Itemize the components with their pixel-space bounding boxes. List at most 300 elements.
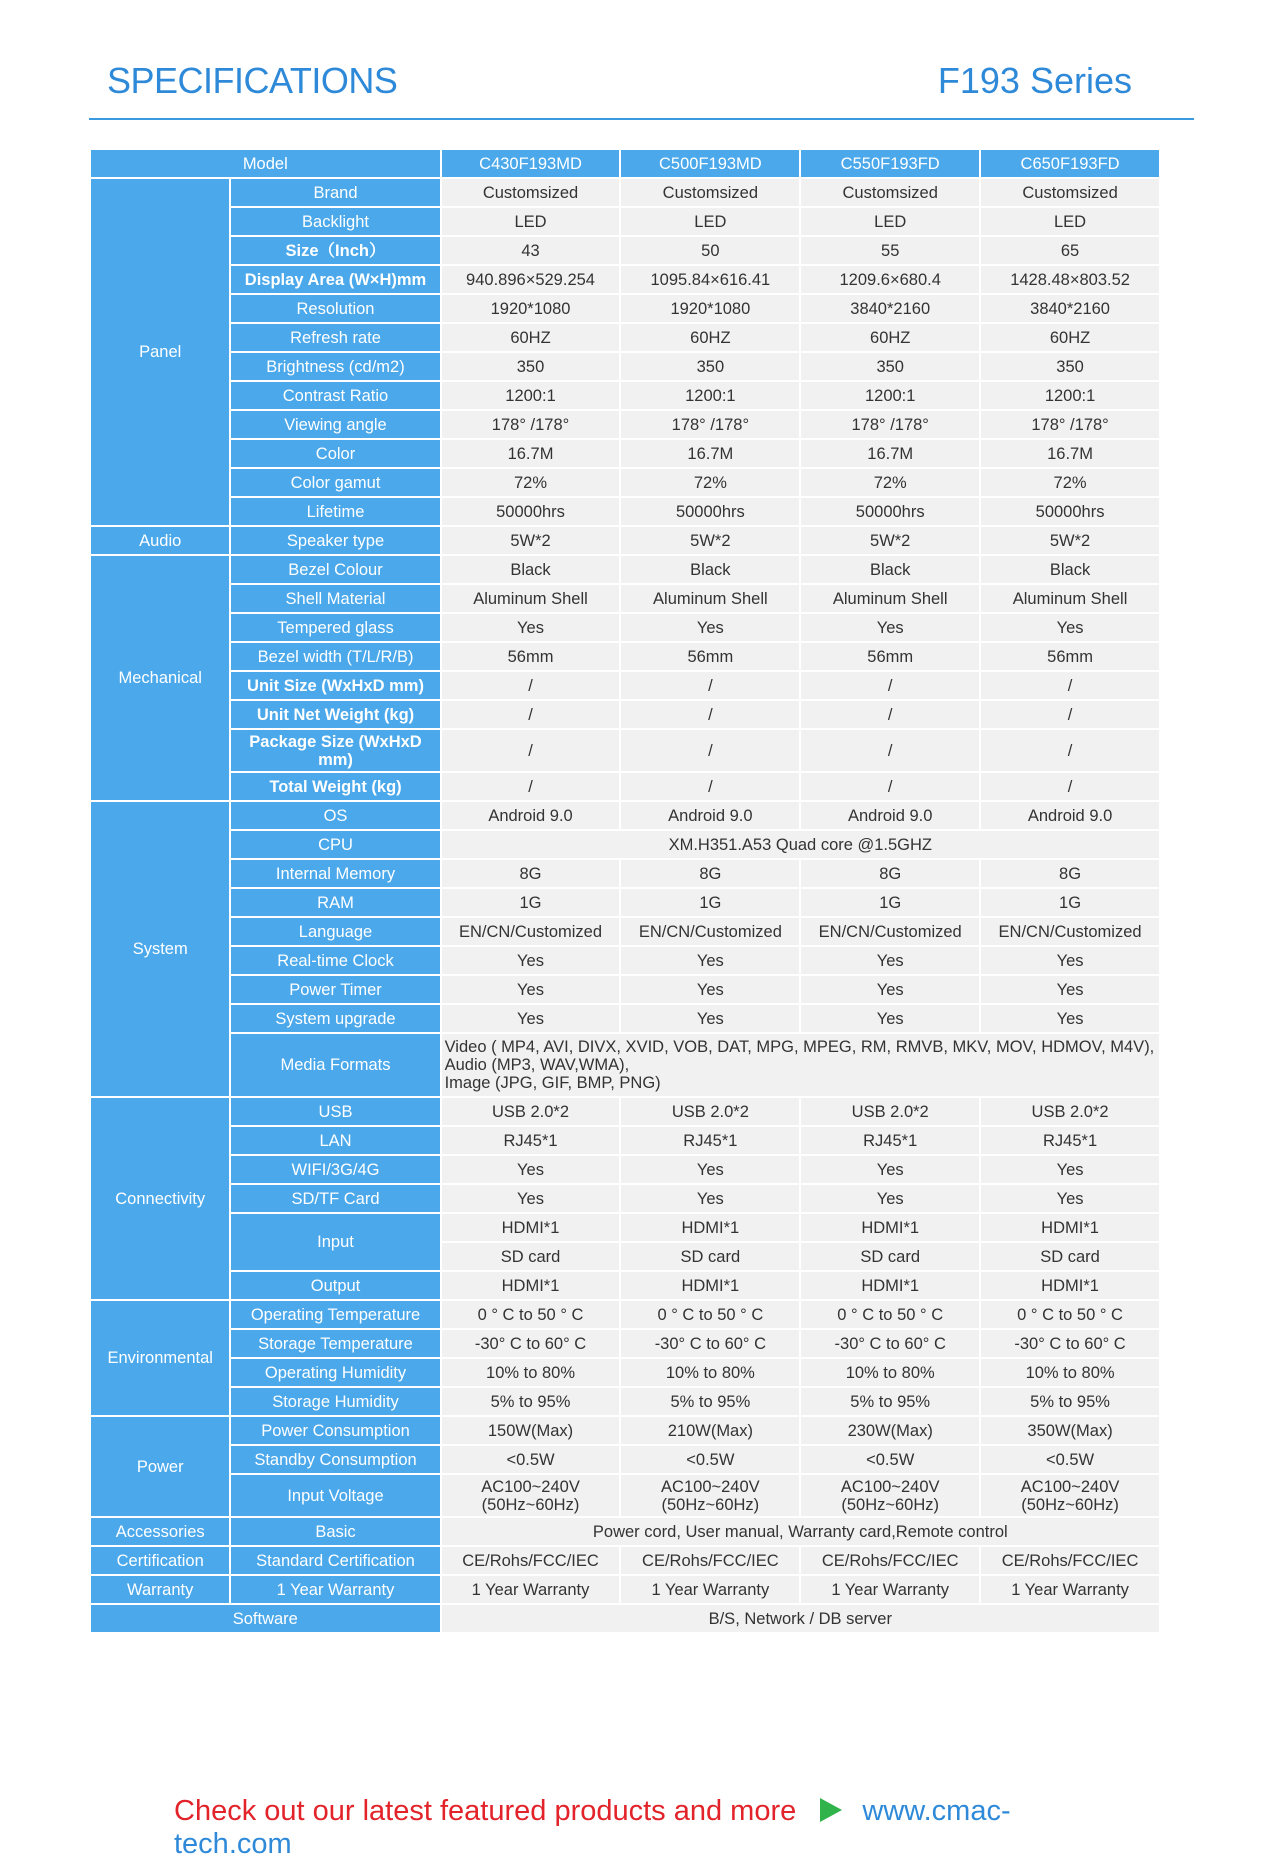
table-row <box>91 150 1159 177</box>
value-cell: Customsized <box>621 179 799 206</box>
group-cell-panel: Panel <box>91 179 229 525</box>
table-row <box>91 1576 1159 1603</box>
value-cell: EN/CN/Customized <box>981 918 1159 945</box>
value-cell: 940.896×529.254 <box>442 266 620 293</box>
value-cell: 60HZ <box>442 324 620 351</box>
model-name-cell: C550F193FD <box>801 150 979 177</box>
value-cell: / <box>981 730 1159 771</box>
table-row <box>91 860 1159 887</box>
value-cell: Aluminum Shell <box>442 585 620 612</box>
label-cell: Refresh rate <box>231 324 439 351</box>
voltage-line: AC100~240V <box>661 1477 760 1496</box>
table-row <box>91 237 1159 264</box>
promo-text: Check out our latest featured products and more <box>174 1795 797 1827</box>
value-cell: RJ45*1 <box>621 1127 799 1154</box>
value-cell: EN/CN/Customized <box>621 918 799 945</box>
label-cell: USB <box>231 1098 439 1125</box>
value-cell: Yes <box>442 1185 620 1212</box>
table-row <box>91 1185 1159 1212</box>
value-cell: Yes <box>801 976 979 1003</box>
label-cell: Storage Humidity <box>231 1388 439 1415</box>
value-cell: Yes <box>801 614 979 641</box>
value-cell <box>981 1475 1159 1516</box>
value-cell: Yes <box>442 1156 620 1183</box>
table-row <box>91 918 1159 945</box>
label-cell: System upgrade <box>231 1005 439 1032</box>
value-cell: 60HZ <box>981 324 1159 351</box>
voltage-line: AC100~240V <box>1020 1477 1120 1496</box>
label-cell: Input <box>231 1214 439 1270</box>
value-cell: HDMI*1 <box>981 1214 1159 1241</box>
table-row <box>91 208 1159 235</box>
value-cell: -30° C to 60° C <box>442 1330 620 1357</box>
value-cell: 16.7M <box>621 440 799 467</box>
value-cell: <0.5W <box>621 1446 799 1473</box>
group-cell-power: Power <box>91 1417 229 1516</box>
label-cell: Basic <box>231 1518 439 1545</box>
page-title: SPECIFICATIONS <box>107 60 398 101</box>
label-cell: WIFI/3G/4G <box>231 1156 439 1183</box>
value-cell: 1 Year Warranty <box>442 1576 620 1603</box>
value-cell: 3840*2160 <box>981 295 1159 322</box>
table-row <box>91 179 1159 206</box>
play-arrow-icon <box>820 1798 842 1822</box>
value-cell: 8G <box>442 860 620 887</box>
value-cell: 0 ° C to 50 ° C <box>442 1301 620 1328</box>
value-cell: 0 ° C to 50 ° C <box>981 1301 1159 1328</box>
value-cell: CE/Rohs/FCC/IEC <box>621 1547 799 1574</box>
table-row <box>91 1156 1159 1183</box>
value-cell: / <box>801 672 979 699</box>
value-cell: Yes <box>621 947 799 974</box>
value-cell: 0 ° C to 50 ° C <box>621 1301 799 1328</box>
value-cell: 50000hrs <box>621 498 799 525</box>
value-cell: Yes <box>442 1005 620 1032</box>
value-cell: / <box>442 672 620 699</box>
value-cell: 1G <box>442 889 620 916</box>
value-cell: 50000hrs <box>801 498 979 525</box>
label-cell: Operating Temperature <box>231 1301 439 1328</box>
value-cell: Yes <box>981 614 1159 641</box>
value-cell: 8G <box>621 860 799 887</box>
value-cell: 1 Year Warranty <box>981 1576 1159 1603</box>
table-row <box>91 1330 1159 1357</box>
value-cell: Yes <box>981 1005 1159 1032</box>
label-cell: Brand <box>231 179 439 206</box>
table-row <box>91 730 1159 771</box>
table-row <box>91 1005 1159 1032</box>
value-cell <box>801 1475 979 1516</box>
table-row <box>91 947 1159 974</box>
group-cell-environmental: Environmental <box>91 1301 229 1415</box>
value-cell: 230W(Max) <box>801 1417 979 1444</box>
label-cell: Package Size (WxHxD mm) <box>231 730 439 771</box>
value-cell: / <box>801 773 979 800</box>
label-cell: Lifetime <box>231 498 439 525</box>
value-cell: -30° C to 60° C <box>981 1330 1159 1357</box>
value-cell: 10% to 80% <box>621 1359 799 1386</box>
value-cell: / <box>981 701 1159 728</box>
value-cell: LED <box>981 208 1159 235</box>
table-row <box>91 498 1159 525</box>
table-row <box>91 701 1159 728</box>
model-header: Model <box>91 150 440 177</box>
table-row <box>91 889 1159 916</box>
value-cell: 5W*2 <box>621 527 799 554</box>
group-cell-certification: Certification <box>91 1547 229 1574</box>
label-cell: Color gamut <box>231 469 439 496</box>
media-format-line: Image (JPG, GIF, BMP, PNG) <box>444 1074 661 1092</box>
value-cell: 1209.6×680.4 <box>801 266 979 293</box>
label-cell: Power Consumption <box>231 1417 439 1444</box>
voltage-line: (50Hz~60Hz) <box>661 1495 760 1514</box>
value-cell: 350 <box>621 353 799 380</box>
value-cell: 1G <box>621 889 799 916</box>
value-cell: Yes <box>442 947 620 974</box>
label-cell: Unit Size (WxHxD mm) <box>231 672 439 699</box>
value-cell: 1G <box>981 889 1159 916</box>
value-cell: 1200:1 <box>981 382 1159 409</box>
label-cell: Color <box>231 440 439 467</box>
value-cell: 60HZ <box>621 324 799 351</box>
value-cell: 56mm <box>442 643 620 670</box>
value-cell: EN/CN/Customized <box>801 918 979 945</box>
value-cell: / <box>442 730 620 771</box>
value-cell: 56mm <box>981 643 1159 670</box>
value-cell: 5% to 95% <box>442 1388 620 1415</box>
group-cell-mechanical: Mechanical <box>91 556 229 800</box>
value-cell: Android 9.0 <box>801 802 979 829</box>
table-row <box>91 773 1159 800</box>
table-row <box>91 585 1159 612</box>
value-cell: -30° C to 60° C <box>801 1330 979 1357</box>
label-cell: Bezel width (T/L/R/B) <box>231 643 439 670</box>
value-cell: 50000hrs <box>442 498 620 525</box>
value-cell: SD card <box>621 1243 799 1270</box>
value-cell: HDMI*1 <box>801 1214 979 1241</box>
value-cell: LED <box>442 208 620 235</box>
value-cell: 8G <box>981 860 1159 887</box>
table-row <box>91 353 1159 380</box>
value-cell: Yes <box>621 614 799 641</box>
table-row <box>91 614 1159 641</box>
model-name-cell: C430F193MD <box>442 150 620 177</box>
value-cell: / <box>621 730 799 771</box>
table-row <box>91 1098 1159 1125</box>
value-cell: 1920*1080 <box>442 295 620 322</box>
group-cell-accessories: Accessories <box>91 1518 229 1545</box>
table-row <box>91 1388 1159 1415</box>
table-row <box>91 1272 1159 1299</box>
value-cell: 1 Year Warranty <box>801 1576 979 1603</box>
value-cell: Yes <box>621 1005 799 1032</box>
value-cell: USB 2.0*2 <box>621 1098 799 1125</box>
group-cell-connectivity: Connectivity <box>91 1098 229 1299</box>
value-cell: 56mm <box>801 643 979 670</box>
table-row <box>91 411 1159 438</box>
table-row <box>91 1214 1159 1241</box>
table-row <box>91 1547 1159 1574</box>
value-cell: 5W*2 <box>981 527 1159 554</box>
value-cell: Yes <box>981 947 1159 974</box>
group-cell-system: System <box>91 802 229 1096</box>
table-row <box>91 976 1159 1003</box>
label-cell: OS <box>231 802 439 829</box>
value-cell: RJ45*1 <box>801 1127 979 1154</box>
value-cell: / <box>801 730 979 771</box>
label-cell: Language <box>231 918 439 945</box>
value-cell: SD card <box>801 1243 979 1270</box>
value-cell: Yes <box>621 1185 799 1212</box>
label-cell: Unit Net Weight (kg) <box>231 701 439 728</box>
value-cell: 350 <box>981 353 1159 380</box>
label-cell: SD/TF Card <box>231 1185 439 1212</box>
table-row <box>91 1446 1159 1473</box>
value-cell: Aluminum Shell <box>621 585 799 612</box>
label-cell: Contrast Ratio <box>231 382 439 409</box>
value-cell: 60HZ <box>801 324 979 351</box>
value-cell: 5W*2 <box>801 527 979 554</box>
value-cell <box>621 1475 799 1516</box>
label-cell: Size（Inch） <box>231 237 439 264</box>
spec-table <box>89 148 1161 1634</box>
value-cell: Yes <box>981 1185 1159 1212</box>
label-cell: LAN <box>231 1127 439 1154</box>
value-cell: 210W(Max) <box>621 1417 799 1444</box>
value-cell: 16.7M <box>801 440 979 467</box>
value-cell: Android 9.0 <box>621 802 799 829</box>
value-cell: 0 ° C to 50 ° C <box>801 1301 979 1328</box>
value-cell: 3840*2160 <box>801 295 979 322</box>
value-cell: 16.7M <box>442 440 620 467</box>
value-cell: 50 <box>621 237 799 264</box>
value-cell: 43 <box>442 237 620 264</box>
value-cell: 10% to 80% <box>981 1359 1159 1386</box>
value-cell: 16.7M <box>981 440 1159 467</box>
value-cell: 72% <box>621 469 799 496</box>
value-cell: 50000hrs <box>981 498 1159 525</box>
value-cell: Yes <box>801 947 979 974</box>
value-cell: 72% <box>981 469 1159 496</box>
table-row <box>91 643 1159 670</box>
value-cell: Yes <box>621 1156 799 1183</box>
value-cell: Customsized <box>801 179 979 206</box>
table-row <box>91 382 1159 409</box>
value-cell: Yes <box>801 1156 979 1183</box>
media-format-line: Video ( MP4, AVI, DIVX, XVID, VOB, DAT, MPG, MPEG, RM, RMVB, MKV, MOV, HDMOV, M4V), <box>444 1038 1155 1056</box>
value-cell: 1200:1 <box>801 382 979 409</box>
value-cell: HDMI*1 <box>442 1214 620 1241</box>
value-cell: LED <box>621 208 799 235</box>
value-cell <box>442 1475 620 1516</box>
label-cell: Speaker type <box>231 527 439 554</box>
group-cell-audio: Audio <box>91 527 229 554</box>
value-cell: 5% to 95% <box>621 1388 799 1415</box>
label-cell: Internal Memory <box>231 860 439 887</box>
value-cell: 1428.48×803.52 <box>981 266 1159 293</box>
value-cell: Customsized <box>981 179 1159 206</box>
value-cell: 10% to 80% <box>442 1359 620 1386</box>
value-cell: RJ45*1 <box>442 1127 620 1154</box>
table-row <box>91 831 1159 858</box>
value-cell: 8G <box>801 860 979 887</box>
value-cell: 350 <box>442 353 620 380</box>
table-row <box>91 440 1159 467</box>
value-cell: Yes <box>442 614 620 641</box>
value-cell: 72% <box>442 469 620 496</box>
value-cell: / <box>621 773 799 800</box>
value-cell: <0.5W <box>981 1446 1159 1473</box>
value-cell: 1200:1 <box>621 382 799 409</box>
value-cell: / <box>621 701 799 728</box>
value-cell: Black <box>621 556 799 583</box>
value-cell: Black <box>442 556 620 583</box>
value-cell: Yes <box>801 1005 979 1032</box>
value-cell: HDMI*1 <box>442 1272 620 1299</box>
label-cell: CPU <box>231 831 439 858</box>
table-row <box>91 1605 1159 1632</box>
value-cell: 178° /178° <box>442 411 620 438</box>
value-cell: 72% <box>801 469 979 496</box>
value-cell: <0.5W <box>442 1446 620 1473</box>
value-cell: 1095.84×616.41 <box>621 266 799 293</box>
label-cell: Backlight <box>231 208 439 235</box>
series-title: F193 Series <box>937 60 1132 101</box>
value-cell: 150W(Max) <box>442 1417 620 1444</box>
value-cell: / <box>981 672 1159 699</box>
value-cell: / <box>442 701 620 728</box>
table-row <box>91 1127 1159 1154</box>
model-name-cell: C500F193MD <box>621 150 799 177</box>
value-cell: 350 <box>801 353 979 380</box>
label-cell: Viewing angle <box>231 411 439 438</box>
label-cell: Standby Consumption <box>231 1446 439 1473</box>
voltage-line: AC100~240V <box>481 1477 580 1496</box>
value-cell: 178° /178° <box>621 411 799 438</box>
value-cell: Yes <box>981 976 1159 1003</box>
voltage-line: AC100~240V <box>840 1477 940 1496</box>
value-cell: Yes <box>981 1156 1159 1183</box>
label-cell: Bezel Colour <box>231 556 439 583</box>
value-cell: Power cord, User manual, Warranty card,Remote control <box>442 1518 1159 1545</box>
label-cell: Power Timer <box>231 976 439 1003</box>
value-cell: 56mm <box>621 643 799 670</box>
value-cell: Aluminum Shell <box>981 585 1159 612</box>
table-row <box>91 469 1159 496</box>
label-cell: Shell Material <box>231 585 439 612</box>
value-cell: Android 9.0 <box>981 802 1159 829</box>
label-cell: RAM <box>231 889 439 916</box>
value-cell: RJ45*1 <box>981 1127 1159 1154</box>
spec-table-body <box>91 150 1159 1632</box>
table-row <box>91 1034 1159 1096</box>
value-cell: Yes <box>801 1185 979 1212</box>
label-cell: Standard Certification <box>231 1547 439 1574</box>
value-cell: / <box>801 701 979 728</box>
voltage-line: (50Hz~60Hz) <box>1021 1495 1119 1514</box>
table-row <box>91 324 1159 351</box>
label-cell: Tempered glass <box>231 614 439 641</box>
value-cell: SD card <box>981 1243 1159 1270</box>
label-cell: Output <box>231 1272 439 1299</box>
value-cell: 5% to 95% <box>981 1388 1159 1415</box>
media-format-line: Audio (MP3, WAV,WMA), <box>444 1056 630 1074</box>
table-row <box>91 1417 1159 1444</box>
value-cell: 10% to 80% <box>801 1359 979 1386</box>
value-cell: <0.5W <box>801 1446 979 1473</box>
value-cell: 5W*2 <box>442 527 620 554</box>
label-cell: Operating Humidity <box>231 1359 439 1386</box>
value-cell: 178° /178° <box>981 411 1159 438</box>
table-row <box>91 1475 1159 1516</box>
group-cell-warranty: Warranty <box>91 1576 229 1603</box>
value-cell: USB 2.0*2 <box>801 1098 979 1125</box>
value-cell: Yes <box>621 976 799 1003</box>
value-cell: / <box>981 773 1159 800</box>
value-cell: Customsized <box>442 179 620 206</box>
table-row <box>91 1359 1159 1386</box>
value-cell: 1 Year Warranty <box>621 1576 799 1603</box>
table-row <box>91 1518 1159 1545</box>
voltage-line: (50Hz~60Hz) <box>841 1495 940 1514</box>
label-cell: Total Weight (kg) <box>231 773 439 800</box>
label-cell: Software <box>91 1605 440 1632</box>
value-cell: Black <box>801 556 979 583</box>
table-row <box>91 295 1159 322</box>
value-cell: Android 9.0 <box>442 802 620 829</box>
label-cell: Input Voltage <box>231 1475 439 1516</box>
value-cell: / <box>621 672 799 699</box>
label-cell: 1 Year Warranty <box>231 1576 439 1603</box>
value-cell: USB 2.0*2 <box>442 1098 620 1125</box>
value-cell: 350W(Max) <box>981 1417 1159 1444</box>
label-cell: Brightness (cd/m2) <box>231 353 439 380</box>
value-cell: HDMI*1 <box>621 1214 799 1241</box>
value-cell: CE/Rohs/FCC/IEC <box>981 1547 1159 1574</box>
label-cell: Storage Temperature <box>231 1330 439 1357</box>
value-cell: LED <box>801 208 979 235</box>
table-row <box>91 672 1159 699</box>
value-cell: 1200:1 <box>442 382 620 409</box>
media-formats-cell <box>442 1034 1159 1096</box>
label-cell: Resolution <box>231 295 439 322</box>
value-cell: SD card <box>442 1243 620 1270</box>
value-cell: HDMI*1 <box>621 1272 799 1299</box>
table-row <box>91 266 1159 293</box>
footer-banner <box>174 1795 1124 1860</box>
website-link[interactable]: www.cmac-tech.com <box>174 1795 1011 1860</box>
value-cell: HDMI*1 <box>981 1272 1159 1299</box>
table-row <box>91 1301 1159 1328</box>
value-cell: Black <box>981 556 1159 583</box>
value-cell: XM.H351.A53 Quad core @1.5GHZ <box>442 831 1159 858</box>
value-cell: 55 <box>801 237 979 264</box>
table-row <box>91 802 1159 829</box>
value-cell: CE/Rohs/FCC/IEC <box>442 1547 620 1574</box>
model-name-cell: C650F193FD <box>981 150 1159 177</box>
value-cell: 5% to 95% <box>801 1388 979 1415</box>
value-cell: Aluminum Shell <box>801 585 979 612</box>
value-cell: USB 2.0*2 <box>981 1098 1159 1125</box>
value-cell: 178° /178° <box>801 411 979 438</box>
value-cell: / <box>442 773 620 800</box>
table-row <box>91 556 1159 583</box>
label-cell: Media Formats <box>231 1034 439 1096</box>
value-cell: 65 <box>981 237 1159 264</box>
label-cell: Real-time Clock <box>231 947 439 974</box>
voltage-line: (50Hz~60Hz) <box>481 1495 580 1514</box>
value-cell: B/S, Network / DB server <box>442 1605 1159 1632</box>
